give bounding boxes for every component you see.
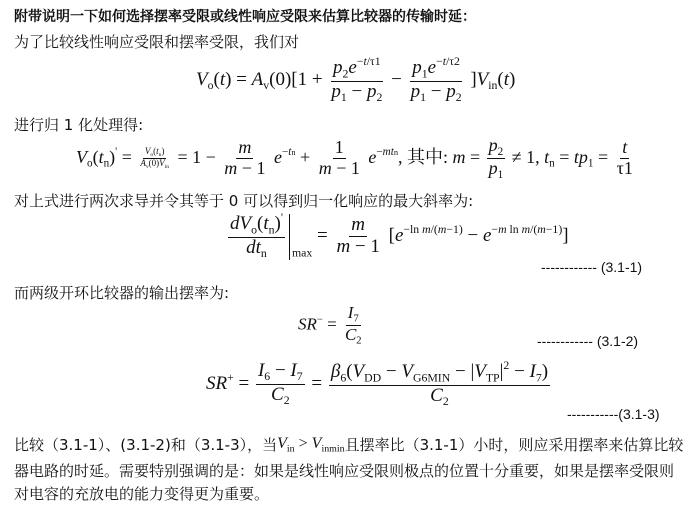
equation-tag-3-1-2: ------------ (3.1-2) [537,333,639,349]
conclusion-paragraph [14,432,684,506]
equation-sr-minus: SR− = $\frac{I_7}{C_2}$ [298,303,362,347]
heading: 附带说明一下如何选择摆率受限或线性响应受限来估算比较器的传输时延： [14,9,476,25]
conclusion-text-1: 比较（3.1-1）、(3.1-2)和（3.1-3），当 [14,436,278,454]
slew-text: 而两级开环比较器的输出摆率为: [14,284,230,302]
equation-max-slope: $\frac{dV_o(t_n)'}{dt_n}$ $_{max}$ = $\frac{m}{m - 1}$ $[e^{-ln m/(m-1)} - e^{-m ln m/(m-1)}]$ [230,211,569,261]
equation-sr-plus: SR+ = $\frac{I_6 - I_7}{C_2}$ = $\frac{\beta_6(V_{DD} - V_{G6MIN} - |V_{TP}|^2 - I_7)}{C_2}$ [206,359,549,409]
normalize-text: 进行归 1 化处理得: [14,116,144,134]
intro-text: 为了比较线性响应受限和摆率受限，我们对 [14,33,300,51]
equation-tag-3-1-3: -----------(3.1-3) [567,406,660,422]
equation-tag-3-1-1: ------------ (3.1-1) [541,259,643,275]
inline-condition: $V_{in} > V_{inmin}$ [277,435,345,455]
equation-vo-t: $V_o(t) = A_v(0)[1$ + $\frac{p_2e^{-t/\tau 1}}{p_1 - p_2}$ − $\frac{p_1e^{-t/\tau 2}}{p_1 - p_2}$ ]$V_{in}(t)$ [196,55,516,105]
equation-normalized: $V_o(t_n)'$ = $\frac{V_o(t_n)}{A_v(0)V_{in}}$ = 1 − $\frac{m}{m - 1}$ $e^{-tn}$ + $\frac{1}{m - 1}$ $e^{-mtn}$, 其中: m = $\frac{p_2}{p_1}$ ≠ 1, $t_n = tp_1$ = $\frac{t}{\tau 1}$ [76,135,633,182]
derivative-text: 对上式进行两次求导并令其等于 0 可以得到归一化响应的最大斜率为: [14,192,474,210]
conclusion-text-2: 且摆率比（3.1-1）小时，则应采用摆率来估算比较器电路的时延。需要特别强调的是：如果是线性响应受限则极点的位置十分重要，如果是摆率受限则对电容的充放电的能力变得更为重要。 [14,436,684,504]
